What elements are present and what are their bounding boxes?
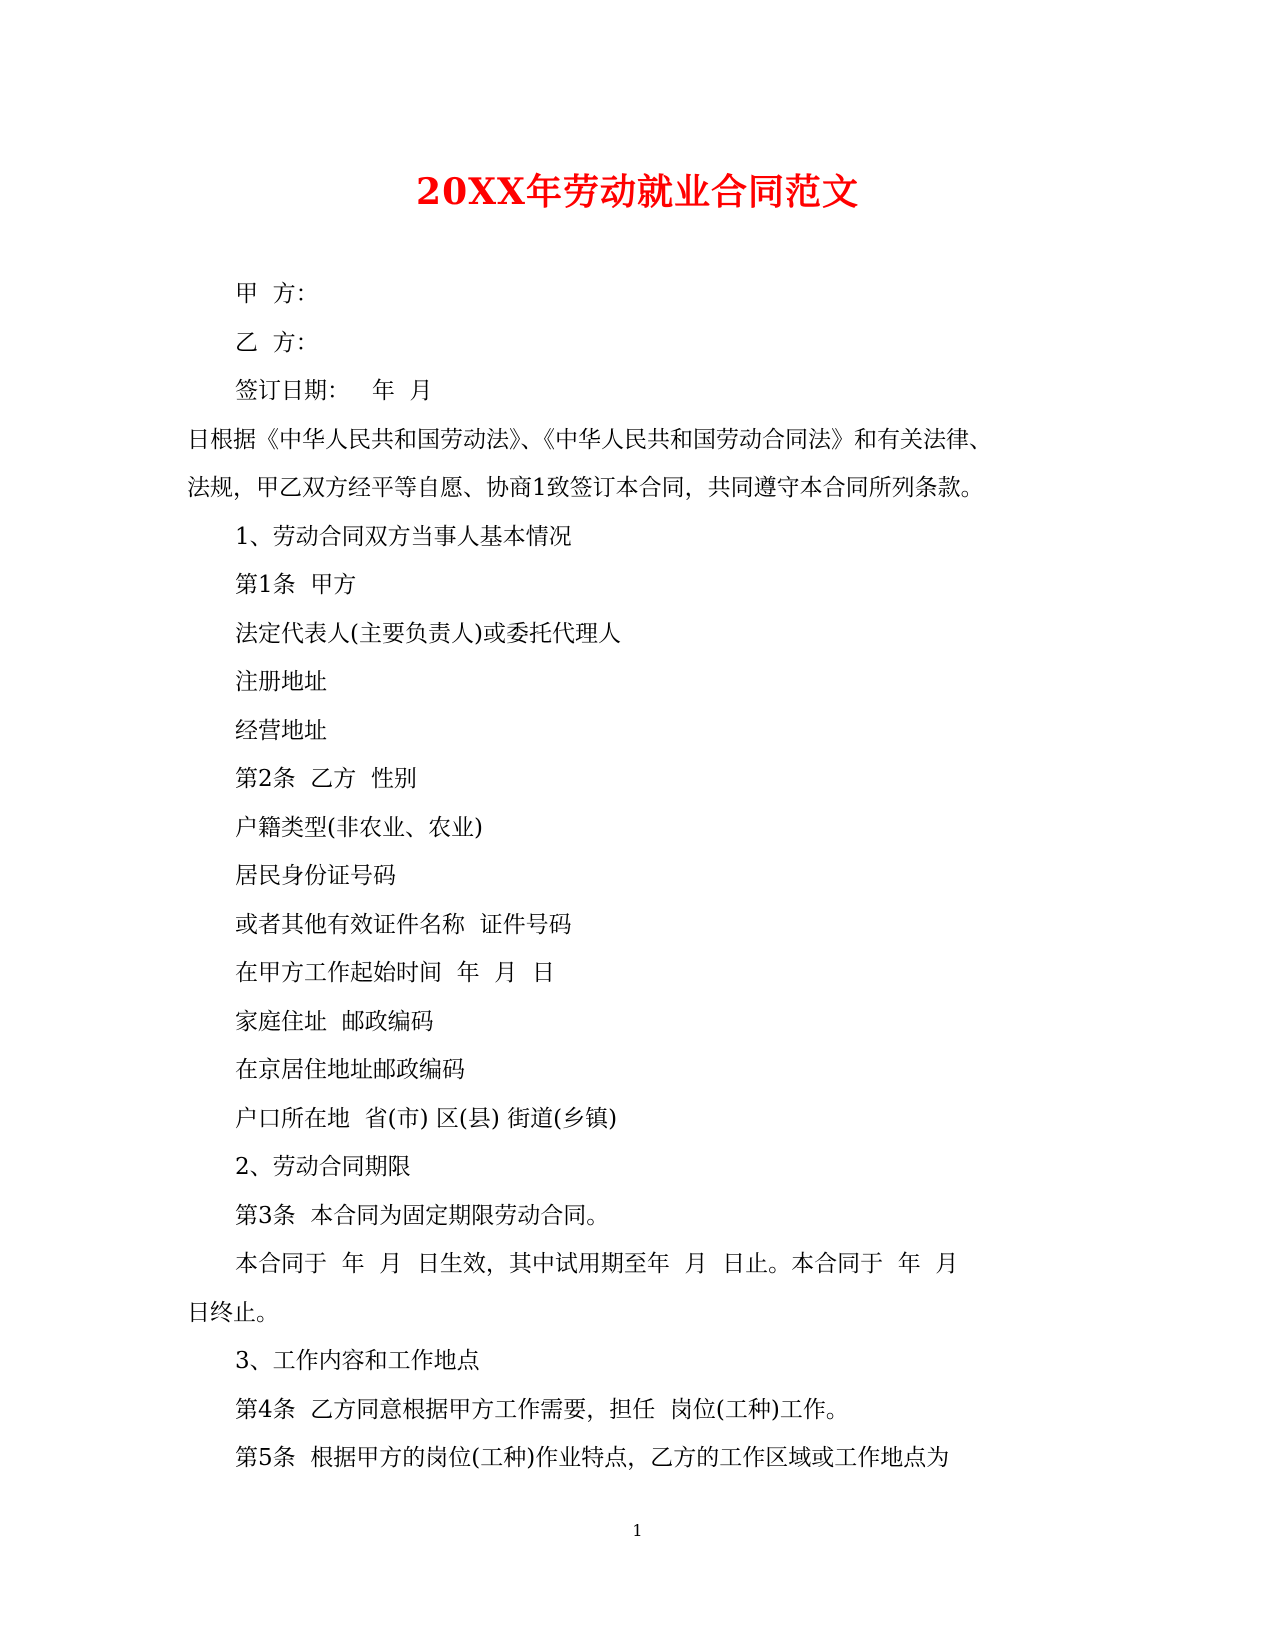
- paragraph-line: 家庭住址 邮政编码: [235, 1008, 434, 1035]
- section-heading: 3、工作内容和工作地点: [235, 1348, 480, 1374]
- article-line: 第5条 根据甲方的岗位(工种)作业特点，乙方的工作区域或工作地点为: [235, 1445, 950, 1471]
- paragraph-line: 本合同于 年 月 日生效，其中试用期至年 月 日止。本合同于 年 月: [235, 1251, 959, 1277]
- signing-date-line: 签订日期： 年 月: [235, 378, 433, 404]
- section-heading: 1、劳动合同双方当事人基本情况: [235, 523, 572, 550]
- article-line: 第2条 乙方 性别: [235, 766, 417, 792]
- paragraph-line: 户口所在地 省(市) 区(县) 街道(乡镇): [235, 1105, 618, 1132]
- section-heading: 2、劳动合同期限: [235, 1154, 411, 1180]
- paragraph-line: 日根据《中华人民共和国劳动法》、《中华人民共和国劳动合同法》和有关法律、: [187, 426, 992, 453]
- paragraph-line: 注册地址: [235, 669, 327, 695]
- paragraph-line: 法定代表人(主要负责人)或委托代理人: [235, 620, 621, 647]
- paragraph-line: 在甲方工作起始时间 年 月 日: [235, 960, 555, 986]
- paragraph-line: 日终止。: [187, 1299, 279, 1326]
- paragraph-line: 居民身份证号码: [235, 863, 396, 889]
- party-a-line: 甲 方：: [235, 281, 319, 307]
- paragraph-line: 户籍类型(非农业、农业): [235, 814, 483, 841]
- paragraph-line: 或者其他有效证件名称 证件号码: [235, 911, 572, 938]
- document-title: 20XX年劳动就业合同范文: [416, 171, 859, 213]
- paragraph-line: 经营地址: [235, 717, 327, 744]
- paragraph-line: 在京居住地址邮政编码: [235, 1057, 465, 1083]
- party-b-line: 乙 方：: [235, 329, 319, 356]
- paragraph-line: 法规，甲乙双方经平等自愿、协商1致签订本合同，共同遵守本合同所列条款。: [187, 475, 984, 501]
- document-body: [187, 270, 1077, 1483]
- page-number: 1: [632, 1521, 643, 1540]
- article-line: 第4条 乙方同意根据甲方工作需要，担任 岗位(工种)工作。: [235, 1396, 849, 1423]
- article-line: 第3条 本合同为固定期限劳动合同。: [235, 1202, 610, 1229]
- article-line: 第1条 甲方: [235, 572, 357, 598]
